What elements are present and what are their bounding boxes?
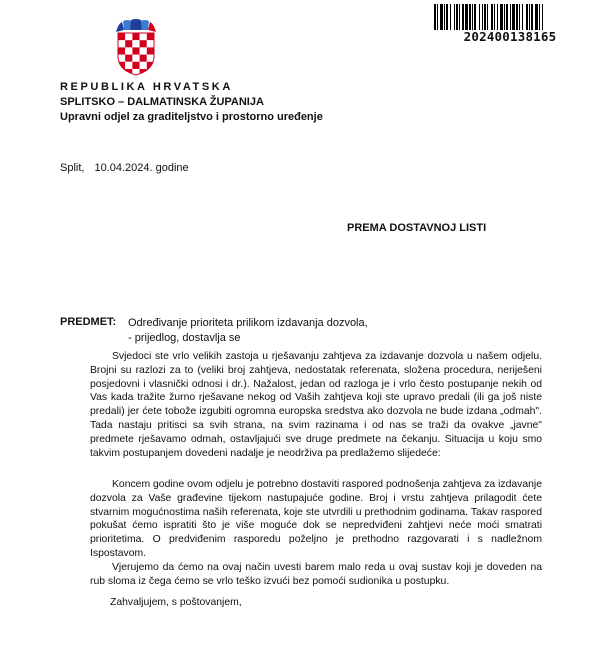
coat-of-arms-icon xyxy=(114,18,158,76)
subject-text xyxy=(128,316,368,346)
body-paragraph: Vjerujemo da ćemo na ovaj način uvesti barem malo reda u ovaj sustav koji je doveden na rub sloma iz čega ćemo se vrlo teško izvući bez pomoći sudionika u postupku. xyxy=(90,562,542,587)
barcode-number: 202400138165 xyxy=(463,29,557,44)
date-line xyxy=(60,162,189,174)
date-place: Split, xyxy=(60,162,85,174)
date-value: 10.04.2024. godine xyxy=(94,162,189,174)
subject-line: Određivanje prioriteta prilikom izdavanja dozvola, xyxy=(128,317,368,329)
closing: Zahvaljujem, s poštovanjem, xyxy=(110,597,242,608)
subject-line: - prijedlog, dostavlja se xyxy=(128,332,241,344)
body-paragraph: Koncem godine ovom odjelu je potrebno dostaviti raspored podnošenja zahtjeva za izdavanje dozvola za Vaše građevine tijekom nastupajuće godine. Broj i vrstu zahtjeva prilagodit ćete stvarnim mogućnostima naših referenata, koje ste utvrdili u prethodnim godinama. Takav raspored pokušat ćemo ispratiti što je više moguće dok se nepredviđeni zahtjevi neće moći smatrati prioritetima. O predviđenim rasporedu poželjno je prethodno razgovarati i s nadležnom Ispostavom. xyxy=(90,479,542,559)
header-county: SPLITSKO – DALMATINSKA ŽUPANIJA xyxy=(60,96,264,108)
body-paragraph: Svjedoci ste vrlo velikih zastoja u rješavanju zahtjeva za izdavanje dozvola u našem odjelu. Brojni su razlozi za to (veliki broj zahtjeva, nedostatak referenata, složena procedura, neriješeni posjedovni i vlasnički odnosi i dr.). Nažalost, jedan od razloga je i vrlo često postupanje nekih od Vas kada tražite žurno rješavane nekog od Vaših zahtjeva koji ste upravo predali (ili ga još niste predali) jer ćete tobože izgubiti ogromna europska sredstva ako dozvola ne bude izdana „odmah". Tada nastaju pritisci sa svih strana, na svim razinama i od nas se traži da ovakve „javne" predmete rješavamo odmah, ostavljajući sve druge predmete na čekanju. Situacija u koju smo takvim postupanjem dovedeni nadalje je neodrživa pa predlažemo slijedeće: xyxy=(90,351,542,459)
header-country: REPUBLIKA HRVATSKA xyxy=(60,81,233,93)
subject-label: PREDMET: xyxy=(60,316,117,328)
barcode-icon xyxy=(434,4,584,30)
recipient: PREMA DOSTAVNOJ LISTI xyxy=(347,222,487,234)
header-department: Upravni odjel za graditeljstvo i prostorno uređenje xyxy=(60,111,323,123)
